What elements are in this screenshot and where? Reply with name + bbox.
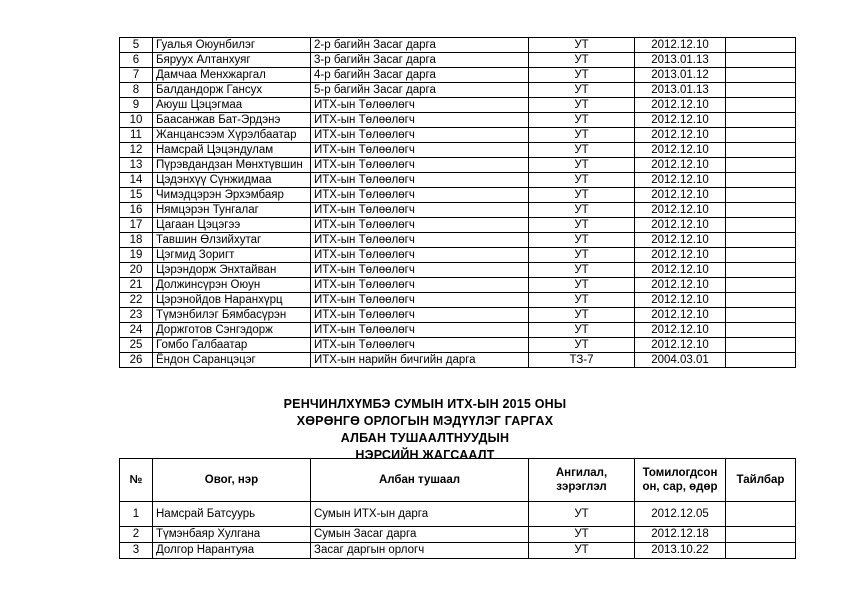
cell-category: УТ xyxy=(529,233,635,248)
cell-number: 22 xyxy=(120,293,153,308)
cell-note xyxy=(726,68,796,83)
table-row xyxy=(120,248,796,263)
cell-appointed-date: 2012.12.10 xyxy=(635,233,726,248)
cell-category: УТ xyxy=(529,173,635,188)
cell-note xyxy=(726,113,796,128)
cell-category: УТ xyxy=(529,248,635,263)
cell-appointed-date: 2012.12.10 xyxy=(635,278,726,293)
cell-number: 15 xyxy=(120,188,153,203)
cell-name: Намсрай Батсуурь xyxy=(153,502,311,527)
officials-table-body xyxy=(120,38,796,368)
cell-number: 6 xyxy=(120,53,153,68)
cell-position: ИТХ-ын Төлөөлөгч xyxy=(311,143,529,158)
cell-appointed-date: 2012.12.10 xyxy=(635,173,726,188)
cell-appointed-date: 2012.12.10 xyxy=(635,113,726,128)
cell-category: УТ xyxy=(529,263,635,278)
cell-appointed-date: 2012.12.10 xyxy=(635,38,726,53)
cell-note xyxy=(726,128,796,143)
cell-name: Баасанжав Бат-Эрдэнэ xyxy=(153,113,311,128)
cell-appointed-date: 2012.12.10 xyxy=(635,218,726,233)
cell-appointed-date: 2012.12.10 xyxy=(635,143,726,158)
cell-name: Пүрэвдандзан Мөнхтүвшин xyxy=(153,158,311,173)
cell-name: Түмэнбаяр Хулгана xyxy=(153,527,311,543)
cell-appointed-date: 2012.12.10 xyxy=(635,203,726,218)
cell-category: УТ xyxy=(529,293,635,308)
table-row xyxy=(120,158,796,173)
cell-note xyxy=(726,527,796,543)
cell-name: Тавшин Өлзийхутаг xyxy=(153,233,311,248)
declaration-table-body xyxy=(120,502,796,559)
table-header-row xyxy=(120,459,796,502)
cell-position: 4-р багийн Засаг дарга xyxy=(311,68,529,83)
cell-number: 7 xyxy=(120,68,153,83)
cell-category: УТ xyxy=(529,128,635,143)
cell-number: 8 xyxy=(120,83,153,98)
cell-note xyxy=(726,83,796,98)
table-row xyxy=(120,543,796,559)
cell-number: 1 xyxy=(120,502,153,527)
cell-number: 25 xyxy=(120,338,153,353)
cell-position: 2-р багийн Засаг дарга xyxy=(311,38,529,53)
cell-number: 21 xyxy=(120,278,153,293)
cell-name: Түмэнбилэг Бямбасүрэн xyxy=(153,308,311,323)
cell-note xyxy=(726,353,796,368)
cell-position: ИТХ-ын Төлөөлөгч xyxy=(311,218,529,233)
cell-appointed-date: 2012.12.10 xyxy=(635,263,726,278)
cell-number: 23 xyxy=(120,308,153,323)
cell-number: 17 xyxy=(120,218,153,233)
cell-position: 5-р багийн Засаг дарга xyxy=(311,83,529,98)
cell-name: Ёндон Саранцэцэг xyxy=(153,353,311,368)
cell-position: ИТХ-ын Төлөөлөгч xyxy=(311,323,529,338)
cell-note xyxy=(726,233,796,248)
cell-number: 5 xyxy=(120,38,153,53)
cell-number: 13 xyxy=(120,158,153,173)
cell-name: Гомбо Галбаатар xyxy=(153,338,311,353)
cell-appointed-date: 2013.01.12 xyxy=(635,68,726,83)
cell-category: УТ xyxy=(529,143,635,158)
officials-table-continued xyxy=(119,37,796,368)
cell-name: Цэрэндорж Энхтайван xyxy=(153,263,311,278)
table-row xyxy=(120,203,796,218)
table-row xyxy=(120,128,796,143)
cell-category: УТ xyxy=(529,53,635,68)
table-row xyxy=(120,68,796,83)
cell-position: 3-р багийн Засаг дарга xyxy=(311,53,529,68)
cell-appointed-date: 2012.12.18 xyxy=(635,527,726,543)
cell-number: 9 xyxy=(120,98,153,113)
cell-number: 18 xyxy=(120,233,153,248)
table-row xyxy=(120,323,796,338)
table-row xyxy=(120,173,796,188)
cell-note xyxy=(726,188,796,203)
header-category: Ангилал, зэрэглэл xyxy=(529,459,635,502)
cell-appointed-date: 2012.12.10 xyxy=(635,128,726,143)
cell-category: УТ xyxy=(529,188,635,203)
cell-name: Жанцансээм Хүрэлбаатар xyxy=(153,128,311,143)
cell-category: УТ xyxy=(529,98,635,113)
cell-name: Цэрэнойдов Наранхүрц xyxy=(153,293,311,308)
cell-name: Намсрай Цэцэндулам xyxy=(153,143,311,158)
cell-number: 10 xyxy=(120,113,153,128)
title-line-4: НЭРСИЙН ЖАГСААЛТ xyxy=(355,448,495,462)
cell-note xyxy=(726,278,796,293)
table-row xyxy=(120,338,796,353)
cell-category: УТ xyxy=(529,543,635,559)
title-line-1: РЕНЧИНЛХҮМБЭ СУМЫН ИТХ-ЫН 2015 ОНЫ xyxy=(283,397,567,411)
cell-name: Гуалья Оюунбилэг xyxy=(153,38,311,53)
cell-name: Аюуш Цэцэгмаа xyxy=(153,98,311,113)
table-row xyxy=(120,293,796,308)
table-row xyxy=(120,218,796,233)
cell-note xyxy=(726,293,796,308)
cell-note xyxy=(726,98,796,113)
cell-name: Доржготов Сэнгэдорж xyxy=(153,323,311,338)
table-row xyxy=(120,278,796,293)
cell-position: ИТХ-ын Төлөөлөгч xyxy=(311,233,529,248)
cell-number: 2 xyxy=(120,527,153,543)
header-note: Тайлбар xyxy=(726,459,796,502)
cell-number: 14 xyxy=(120,173,153,188)
cell-position: ИТХ-ын Төлөөлөгч xyxy=(311,203,529,218)
table-row xyxy=(120,502,796,527)
cell-category: УТ xyxy=(529,278,635,293)
cell-position: ИТХ-ын Төлөөлөгч xyxy=(311,308,529,323)
cell-position: ИТХ-ын Төлөөлөгч xyxy=(311,248,529,263)
cell-name: Должинсүрэн Оюун xyxy=(153,278,311,293)
cell-category: УТ xyxy=(529,502,635,527)
cell-category: УТ xyxy=(529,308,635,323)
cell-position: ИТХ-ын Төлөөлөгч xyxy=(311,188,529,203)
cell-position: ИТХ-ын Төлөөлөгч xyxy=(311,113,529,128)
cell-name: Балдандорж Гансух xyxy=(153,83,311,98)
cell-category: УТ xyxy=(529,338,635,353)
declaration-officials-table xyxy=(119,458,796,559)
cell-position: ИТХ-ын Төлөөлөгч xyxy=(311,293,529,308)
cell-position: ИТХ-ын Төлөөлөгч xyxy=(311,338,529,353)
cell-note xyxy=(726,38,796,53)
cell-note xyxy=(726,158,796,173)
cell-number: 26 xyxy=(120,353,153,368)
cell-appointed-date: 2012.12.10 xyxy=(635,188,726,203)
cell-appointed-date: 2012.12.10 xyxy=(635,248,726,263)
cell-appointed-date: 2013.01.13 xyxy=(635,83,726,98)
cell-note xyxy=(726,502,796,527)
table-row xyxy=(120,188,796,203)
cell-position: ИТХ-ын нарийн бичгийн дарга xyxy=(311,353,529,368)
cell-category: УТ xyxy=(529,323,635,338)
cell-position: ИТХ-ын Төлөөлөгч xyxy=(311,128,529,143)
cell-position: ИТХ-ын Төлөөлөгч xyxy=(311,278,529,293)
cell-note xyxy=(726,203,796,218)
table-row xyxy=(120,38,796,53)
table-row xyxy=(120,353,796,368)
cell-appointed-date: 2012.12.10 xyxy=(635,323,726,338)
cell-category: УТ xyxy=(529,68,635,83)
cell-position: Сумын Засаг дарга xyxy=(311,527,529,543)
table-row xyxy=(120,113,796,128)
header-appointed-date: Томилогдсон он, сар, өдөр xyxy=(635,459,726,502)
table-row xyxy=(120,263,796,278)
table-row xyxy=(120,233,796,248)
cell-appointed-date: 2012.12.10 xyxy=(635,308,726,323)
cell-name: Бяруух Алтанхуяг xyxy=(153,53,311,68)
cell-note xyxy=(726,263,796,278)
cell-position: Засаг даргын орлогч xyxy=(311,543,529,559)
title-line-2: ХӨРӨНГӨ ОРЛОГЫН МЭДҮҮЛЭГ ГАРГАХ xyxy=(296,414,554,428)
cell-note xyxy=(726,173,796,188)
cell-note xyxy=(726,248,796,263)
cell-appointed-date: 2012.12.10 xyxy=(635,158,726,173)
header-number: № xyxy=(120,459,153,502)
cell-category: УТ xyxy=(529,158,635,173)
table-row xyxy=(120,83,796,98)
cell-category: УТ xyxy=(529,38,635,53)
header-name: Овог, нэр xyxy=(153,459,311,502)
table-row xyxy=(120,53,796,68)
cell-category: УТ xyxy=(529,218,635,233)
cell-name: Цэдэнхүү Сүнжидмаа xyxy=(153,173,311,188)
cell-note xyxy=(726,143,796,158)
cell-note xyxy=(726,323,796,338)
cell-category: УТ xyxy=(529,113,635,128)
cell-name: Долгор Нарантуяа xyxy=(153,543,311,559)
cell-position: ИТХ-ын Төлөөлөгч xyxy=(311,98,529,113)
cell-name: Цагаан Цэцэгээ xyxy=(153,218,311,233)
table-row xyxy=(120,308,796,323)
cell-appointed-date: 2004.03.01 xyxy=(635,353,726,368)
cell-category: УТ xyxy=(529,83,635,98)
cell-note xyxy=(726,543,796,559)
cell-note xyxy=(726,338,796,353)
table-row xyxy=(120,143,796,158)
cell-category: УТ xyxy=(529,203,635,218)
table-row xyxy=(120,98,796,113)
header-position: Албан тушаал xyxy=(311,459,529,502)
cell-number: 24 xyxy=(120,323,153,338)
cell-position: ИТХ-ын Төлөөлөгч xyxy=(311,158,529,173)
cell-position: Сумын ИТХ-ын дарга xyxy=(311,502,529,527)
cell-note xyxy=(726,308,796,323)
cell-number: 3 xyxy=(120,543,153,559)
cell-name: Чимэдцэрэн Эрхэмбаяр xyxy=(153,188,311,203)
cell-appointed-date: 2013.10.22 xyxy=(635,543,726,559)
cell-category: УТ xyxy=(529,527,635,543)
cell-number: 11 xyxy=(120,128,153,143)
cell-position: ИТХ-ын Төлөөлөгч xyxy=(311,263,529,278)
cell-category: ТЗ-7 xyxy=(529,353,635,368)
cell-appointed-date: 2012.12.05 xyxy=(635,502,726,527)
cell-name: Нямцэрэн Тунгалаг xyxy=(153,203,311,218)
cell-name: Цэгмид Зоригт xyxy=(153,248,311,263)
cell-position: ИТХ-ын Төлөөлөгч xyxy=(311,173,529,188)
document-title xyxy=(0,396,850,464)
cell-appointed-date: 2012.12.10 xyxy=(635,98,726,113)
cell-appointed-date: 2012.12.10 xyxy=(635,338,726,353)
cell-appointed-date: 2013.01.13 xyxy=(635,53,726,68)
title-line-3: АЛБАН ТУШААЛТНУУДЫН xyxy=(340,431,510,445)
cell-note xyxy=(726,218,796,233)
cell-number: 19 xyxy=(120,248,153,263)
cell-number: 20 xyxy=(120,263,153,278)
cell-name: Дамчаа Менхжаргал xyxy=(153,68,311,83)
cell-number: 12 xyxy=(120,143,153,158)
table-row xyxy=(120,527,796,543)
cell-note xyxy=(726,53,796,68)
cell-number: 16 xyxy=(120,203,153,218)
cell-appointed-date: 2012.12.10 xyxy=(635,293,726,308)
